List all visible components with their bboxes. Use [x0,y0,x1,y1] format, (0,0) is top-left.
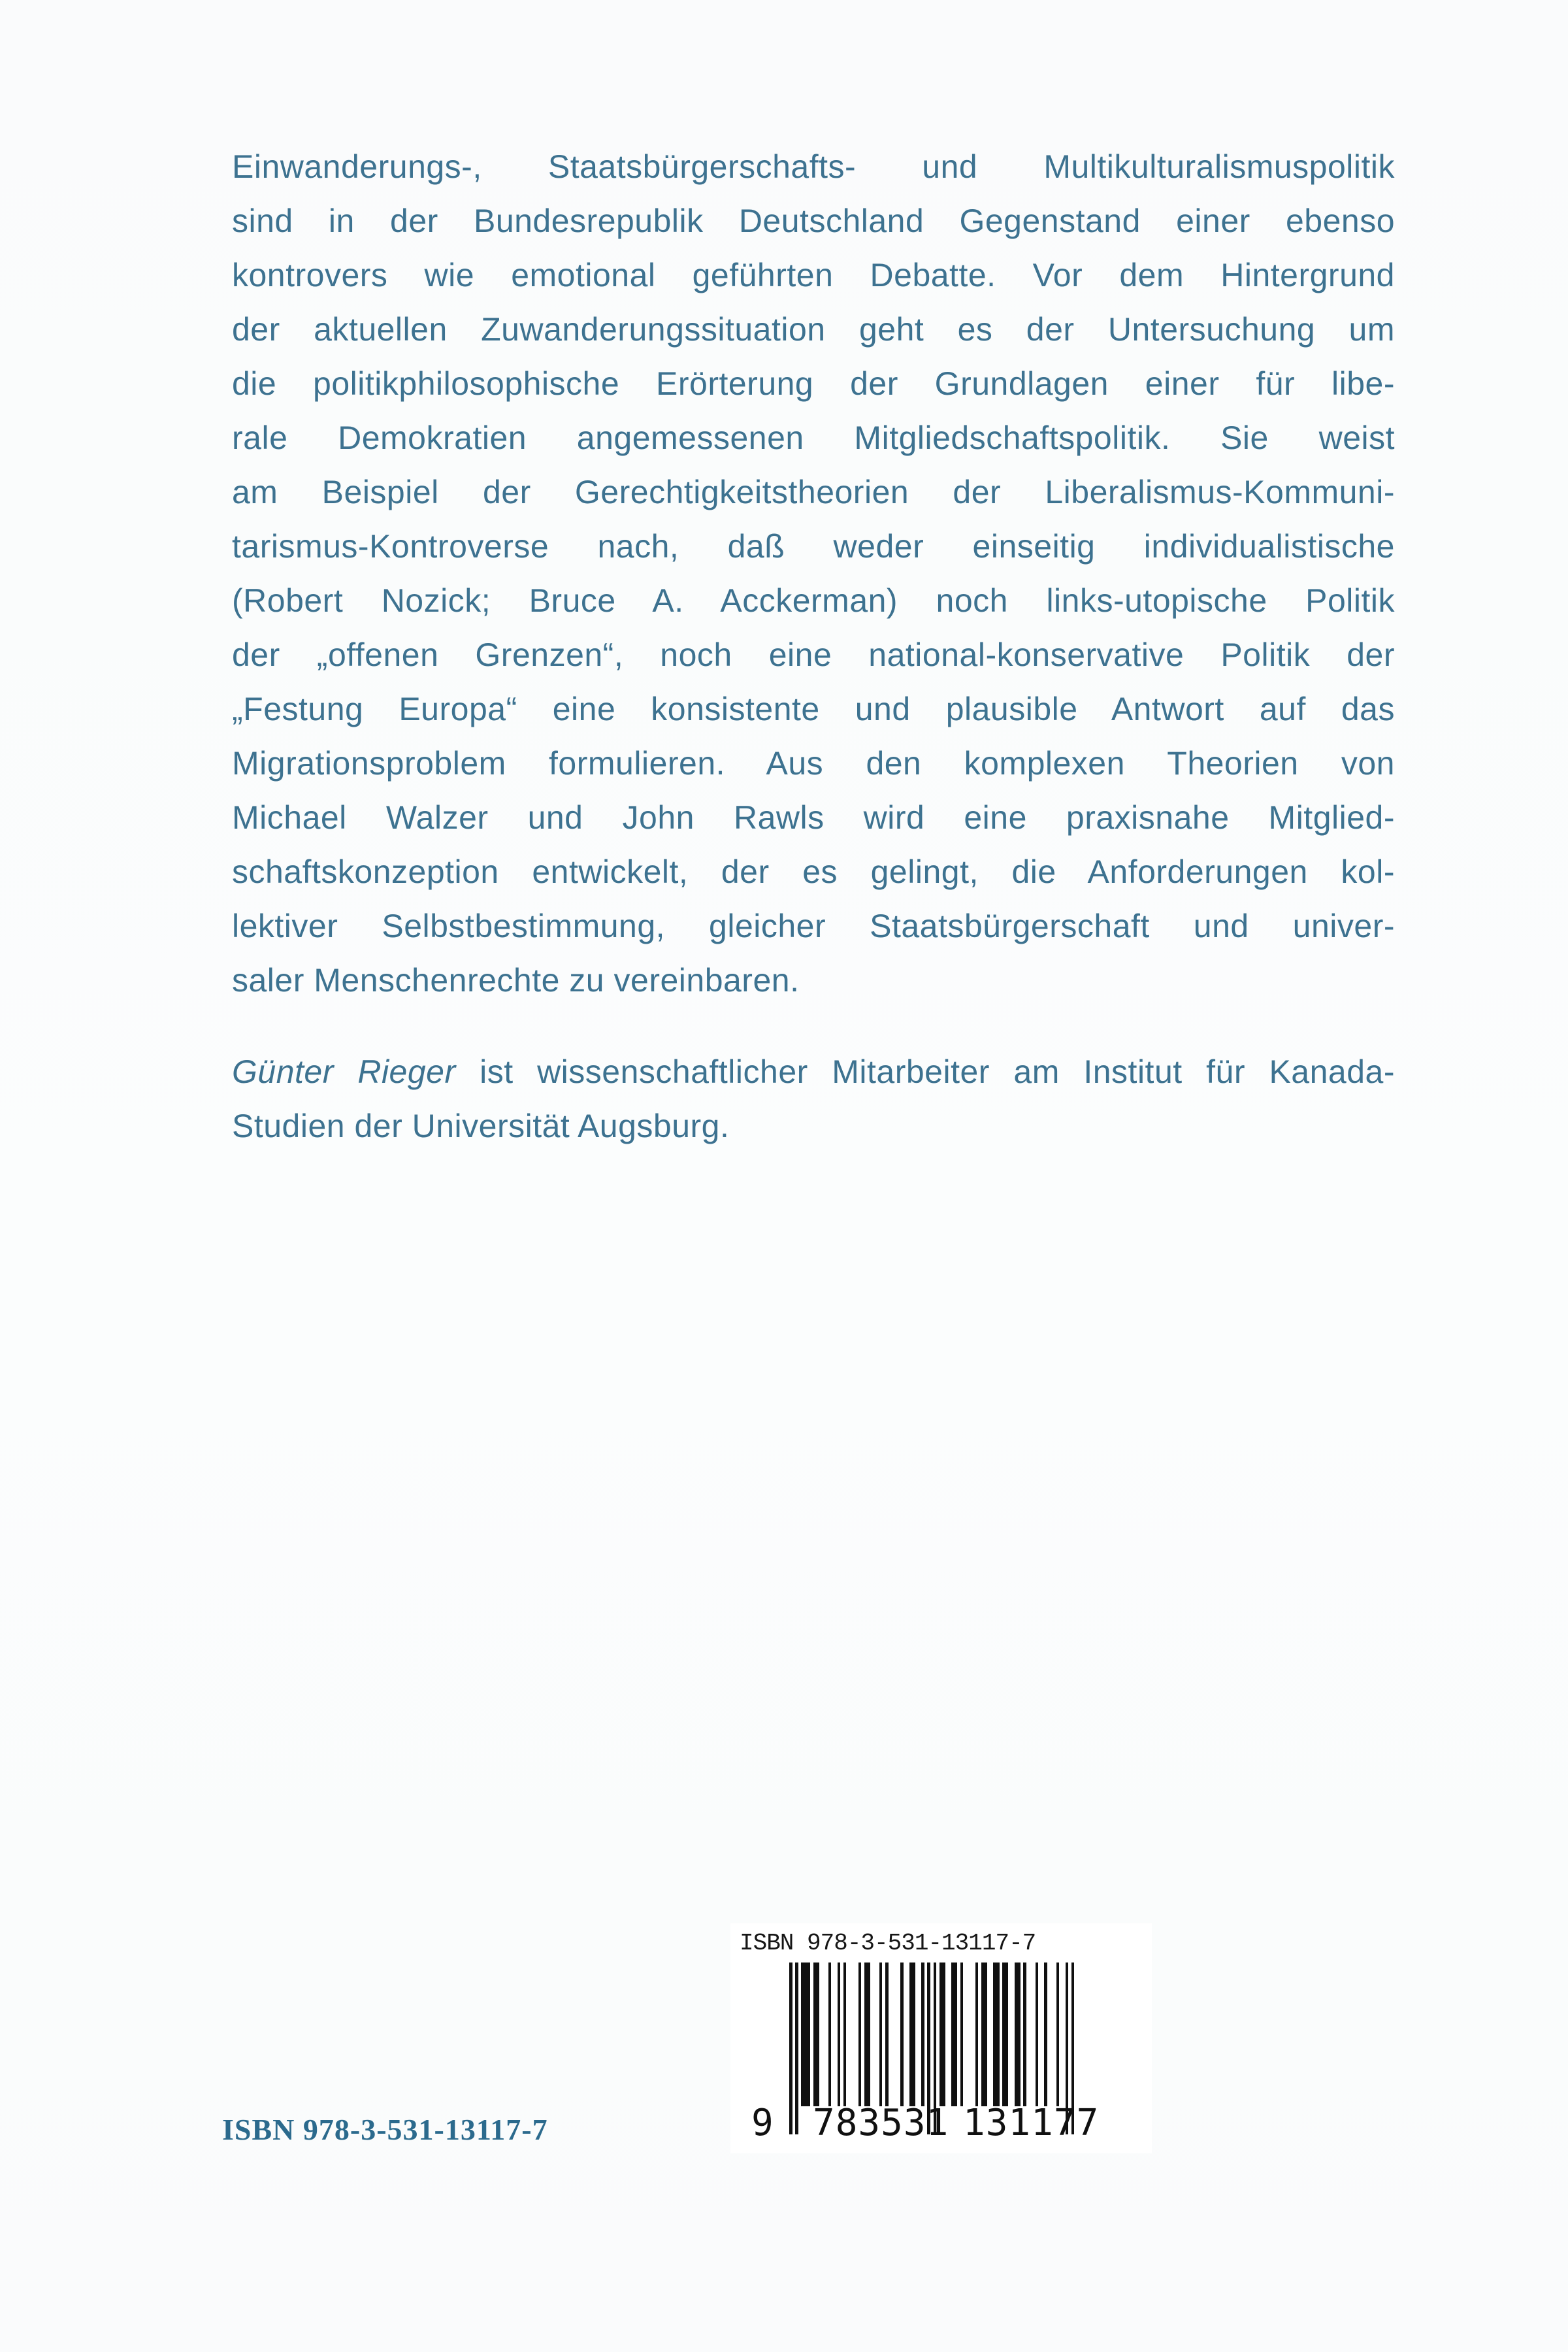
blurb-line: Einwanderungs-, Staatsbürgerschafts- und Multikulturalismuspolitik [232,148,1395,185]
blurb-line: lektiver Selbstbestimmung, gleicher Staatsbürgerschaft und univer- [232,908,1395,944]
blurb-line: schaftskonzeption entwickelt, der es gelingt, die Anforderungen kol- [232,853,1395,890]
blurb-line: (Robert Nozick; Bruce A. Acckerman) noch links-utopische Politik [232,582,1395,619]
blurb-line: der „offenen Grenzen“, noch eine national-konservative Politik der [232,637,1395,673]
footer-isbn-text: ISBN 978-3-531-13117-7 [222,2113,548,2146]
blurb-line: „Festung Europa“ eine konsistente und plausible Antwort auf das [232,691,1395,727]
barcode-digit-group-left: 783531 [813,2102,949,2144]
blurb-line: die politikphilosophische Erörterung der Grundlagen einer für libe- [232,365,1395,402]
blurb-paragraph [232,140,1395,1153]
blurb-line: Migrationsproblem formulieren. Aus den komplexen Theorien von [232,745,1395,782]
author-bio-text: ist wissenschaftlicher Mitarbeiter am Institut für Kanada- [455,1053,1395,1090]
blurb-line: kontrovers wie emotional geführten Debatte. Vor dem Hintergrund [232,257,1395,293]
barcode-digit-group-right: 131177 [963,2102,1100,2144]
author-bio [232,1045,1395,1153]
blurb-line: Michael Walzer und John Rawls wird eine praxisnahe Mitglied- [232,799,1395,836]
barcode-digit-leading: 9 [751,2102,774,2144]
author-bio-line: Studien der Universität Augsburg. [232,1108,730,1144]
blurb-line: sind in der Bundesrepublik Deutschland Gegenstand einer ebenso [232,203,1395,239]
blurb-line: der aktuellen Zuwanderungssituation geht es der Untersuchung um [232,311,1395,348]
isbn-barcode-panel [730,1923,1152,2153]
blurb-line: am Beispiel der Gerechtigkeitstheorien der Liberalismus-Kommuni- [232,474,1395,510]
blurb-line: tarismus-Kontroverse nach, daß weder einseitig individualistische [232,528,1395,565]
barcode-isbn-label: ISBN 978-3-531-13117-7 [740,1930,1036,1957]
author-bio-line [232,1045,1395,1099]
blurb-line: saler Menschenrechte zu vereinbaren. [232,962,800,999]
author-name: Günter Rieger [232,1053,456,1090]
blurb-line: rale Demokratien angemessenen Mitgliedschaftspolitik. Sie weist [232,420,1395,456]
